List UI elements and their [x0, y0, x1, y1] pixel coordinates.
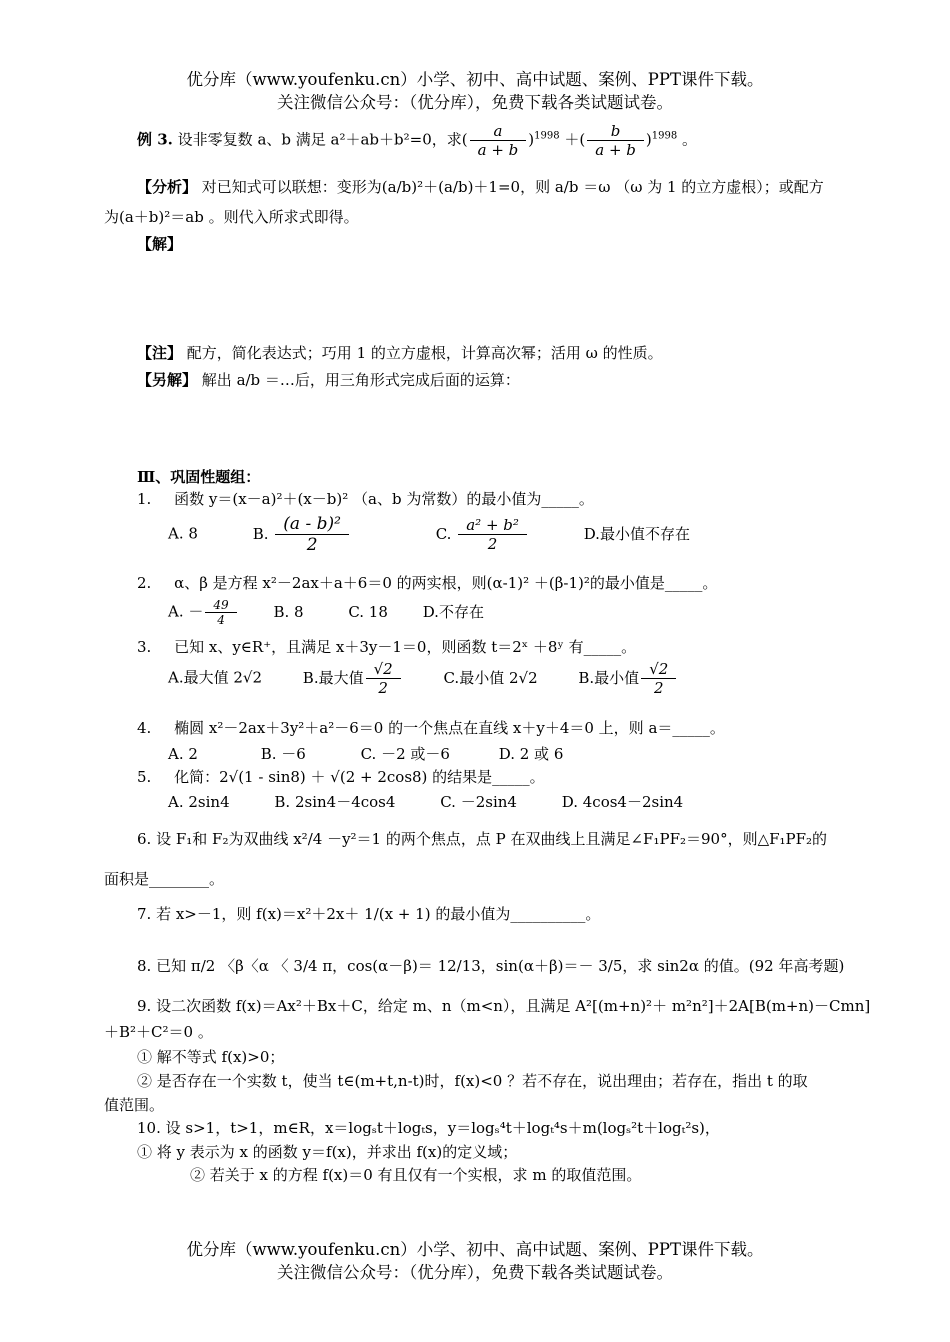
exponent-2: 1998 [651, 130, 678, 142]
footer-line-2: 关注微信公众号：（优分库），免费下载各类试题试卷。 [277, 1263, 673, 1282]
question-7: 7. 若 x>－1，则 f(x)＝x²＋2x＋ 1/(x + 1) 的最小值为__________。 [137, 905, 601, 923]
analysis-label: 【分析】 [137, 178, 198, 196]
question-9-sub-2-line-2: 值范围。 [104, 1096, 165, 1114]
q1-option-c-label: C. [435, 524, 452, 543]
q3-option-a: A.最大值 2√2 [168, 668, 263, 687]
note [137, 342, 663, 363]
q4-options [168, 743, 563, 764]
example-3: 例 3. 设非零复数 a、b 满足 a²＋ab＋b²=0，求( $\frac{a}{a + b}$ )$^{1998}$ ＋( $\frac{b}{a + b}$ )$^{1998}$ 。 [137, 122, 698, 159]
q5-option-a: A. 2sin4 [168, 793, 230, 811]
q3-option-b-label: B.最大值 [302, 668, 364, 687]
q1-option-c-fraction: $\frac{\text{a² + b²}}{2}$ [458, 516, 527, 553]
note-label: 【注】 [137, 344, 183, 362]
analysis-text: 对已知式可以联想：变形为(a/b)²＋(a/b)＋1=0，则 a/b ＝ω （ω 为 1 的立方虚根）；或配方 [201, 178, 824, 196]
header-line-2: 关注微信公众号：（优分库），免费下载各类试题试卷。 [277, 93, 673, 112]
q4-option-c: C. －2 或－6 [360, 745, 450, 763]
q5-option-c: C. －2sin4 [440, 793, 517, 811]
question-9-sub-1: ① 解不等式 f(x)>0； [137, 1048, 285, 1066]
q5-text: 化简：2√(1 - sin8) ＋ √(2 + 2cos8) 的结果是_____。 [174, 768, 545, 786]
question-3 [137, 636, 636, 657]
q4-option-a: A. 2 [168, 745, 198, 763]
question-5 [137, 766, 545, 787]
header-line-1: 优分库（www.youfenku.cn）小学、初中、高中试题、案例、PPT课件下载。 [186, 70, 764, 89]
q2-number: 2. [137, 574, 152, 592]
q1-option-d: D.最小值不存在 [583, 524, 690, 543]
q5-option-b: B. 2sin4－4cos4 [274, 793, 396, 811]
question-9-sub-2: ② 是否存在一个实数 t，使当 t∈(m+t,n-t)时，f(x)<0 ？若不存在，说出理由；若存在，指出 t 的取 [137, 1072, 808, 1090]
q4-option-b: B. －6 [260, 745, 306, 763]
q3-number: 3. [137, 638, 152, 656]
example-end: 。 [682, 130, 698, 149]
q2-text: α、β 是方程 x²－2ax＋a＋6＝0 的两实根，则(α-1)² ＋(β-1)²的最小值是_____。 [174, 574, 718, 592]
q1-options [168, 514, 690, 555]
q3-option-b-fraction: $\frac{√2}{2}$ [366, 660, 401, 697]
q1-number: 1. [137, 490, 152, 508]
solution-label: 【解】 [137, 235, 183, 253]
analysis-line-1 [137, 176, 824, 197]
section-title: Ⅲ、巩固性题组： [137, 468, 261, 486]
plus-sign: ＋ [564, 130, 580, 149]
q1-option-b-fraction: $\frac{\text{(a - b)²}}{2}$ [275, 514, 349, 555]
q2-options [168, 598, 484, 627]
q2-option-a-label: A. － [168, 602, 204, 621]
question-6: 6. 设 F₁和 F₂为双曲线 x²/4 －y²＝1 的两个焦点，点 P 在双曲线上且满足∠F₁PF₂＝90°，则△F₁PF₂的 [137, 830, 828, 848]
question-10-sub-2: ② 若关于 x 的方程 f(x)＝0 有且仅有一个实根，求 m 的取值范围。 [190, 1166, 642, 1184]
example-text: 设非零复数 a、b 满足 a²＋ab＋b²=0，求 [177, 130, 462, 149]
fraction-b-over-a-plus-b: $\frac{b}{a + b}$ [587, 122, 644, 159]
q2-option-b: B. 8 [273, 602, 304, 621]
fraction-a-over-a-plus-b: $\frac{a}{a + b}$ [470, 122, 527, 159]
q4-text: 椭圆 x²－2ax＋3y²＋a²－6＝0 的一个焦点在直线 x＋y＋4＝0 上，则 a＝_____。 [174, 719, 725, 737]
q3-text: 已知 x、y∈R⁺，且满足 x＋3y－1＝0，则函数 t＝2ˣ ＋8ʸ 有_____。 [174, 638, 637, 656]
q5-option-d: D. 4cos4－2sin4 [561, 793, 684, 811]
q4-option-d: D. 2 或 6 [498, 745, 564, 763]
q2-option-d: D.不存在 [422, 602, 484, 621]
footer-line-1: 优分库（www.youfenku.cn）小学、初中、高中试题、案例、PPT课件下载。 [186, 1240, 764, 1259]
q2-option-c: C. 18 [348, 602, 388, 621]
analysis-line-2: 为(a＋b)²＝ab 。则代入所求式即得。 [104, 208, 359, 226]
q3-option-d-fraction: $\frac{√2}{2}$ [641, 660, 676, 697]
q1-option-b-label: B. [252, 524, 269, 543]
q3-options [168, 660, 678, 697]
alt-solution [137, 369, 520, 390]
question-2 [137, 572, 717, 593]
question-10: 10. 设 s>1，t>1，m∈R，x＝logₛt＋logₜs，y＝logₛ⁴t＋logₜ⁴s＋m(logₛ²t＋logₜ²s)， [137, 1119, 720, 1137]
q1-option-a: A. 8 [168, 524, 198, 543]
q3-option-d-label: B.最小值 [578, 668, 640, 687]
question-8: 8. 已知 π/2 〈β〈α 〈 3/4 π，cos(α－β)＝ 12/13，sin(α＋β)＝－ 3/5，求 sin2α 的值。(92 年高考题) [137, 957, 845, 975]
q2-option-a-fraction: $\frac{49}{4}$ [205, 598, 236, 627]
q5-options [168, 791, 683, 812]
q3-option-c: C.最小值 2√2 [443, 668, 538, 687]
question-9-line-2: ＋B²＋C²＝0 。 [104, 1023, 213, 1041]
question-6-line-2: 面积是________。 [104, 870, 225, 888]
question-9: 9. 设二次函数 f(x)＝Ax²＋Bx＋C，给定 m、n（m<n），且满足 A²[(m+n)²＋ m²n²]＋2A[B(m+n)－Cmn] [137, 997, 871, 1015]
note-text: 配方，简化表达式；巧用 1 的立方虚根，计算高次幂；活用 ω 的性质。 [186, 344, 663, 362]
alt-text: 解出 a/b ＝…后，用三角形式完成后面的运算： [201, 371, 520, 389]
q5-number: 5. [137, 768, 152, 786]
question-10-sub-1: ① 将 y 表示为 x 的函数 y＝f(x)，并求出 f(x)的定义域； [137, 1143, 518, 1161]
example-label: 例 3. [137, 130, 173, 149]
question-1 [137, 488, 594, 509]
exponent-1: 1998 [534, 130, 560, 142]
q1-text: 函数 y＝(x－a)²＋(x－b)² （a、b 为常数）的最小值为_____。 [174, 490, 594, 508]
question-4 [137, 717, 725, 738]
alt-label: 【另解】 [137, 371, 198, 389]
q4-number: 4. [137, 719, 152, 737]
